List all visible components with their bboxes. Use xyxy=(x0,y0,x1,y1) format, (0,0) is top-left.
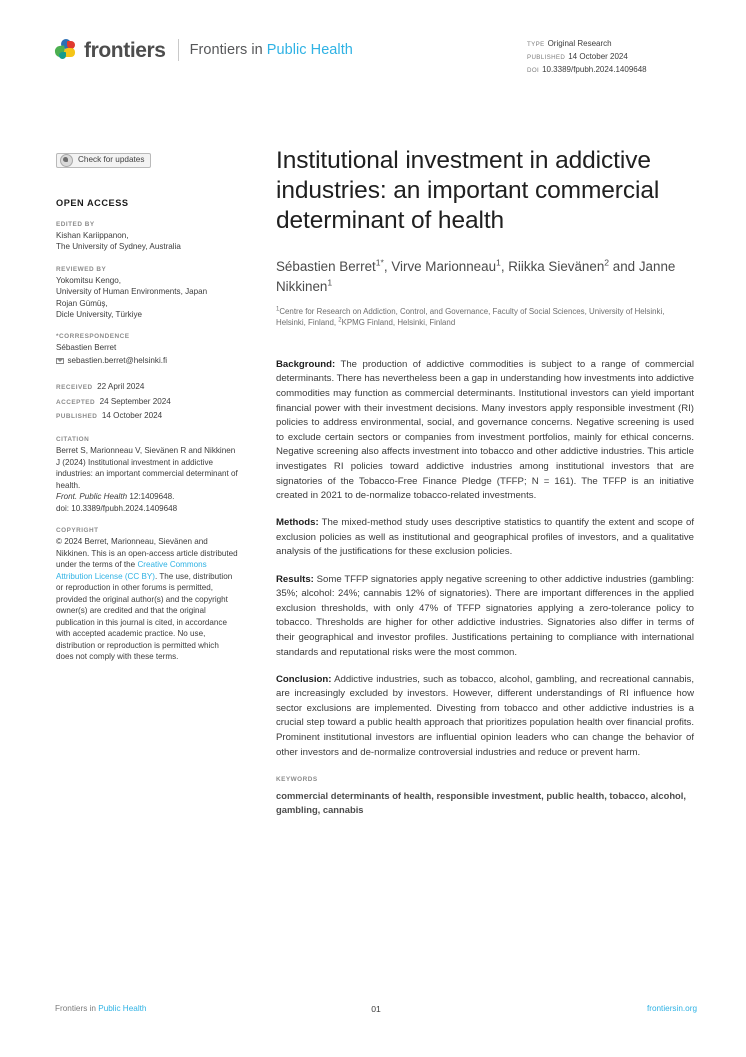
edited-by-label: EDITED BY xyxy=(56,221,95,228)
pubmeta-value: Original Research xyxy=(547,39,612,48)
citation-text: Berret S, Marionneau V, Sievänen R and Nikkinen J (2024) Institutional investment in addictive industries: an important commercial determinant of health. xyxy=(56,446,238,490)
reviewer-affiliation: Dicle University, Türkiye xyxy=(56,310,143,320)
footer-journal xyxy=(55,1004,146,1013)
author-affiliation-marker: 2 xyxy=(604,257,610,268)
published-label: PUBLISHED xyxy=(56,413,98,421)
crossmark-icon xyxy=(60,154,73,167)
frontiers-flower-logo-icon xyxy=(55,39,77,61)
reviewer-name: Yokomitsu Kengo, xyxy=(56,275,121,285)
author-separator: and xyxy=(609,259,636,274)
citation-journal: Front. Public Health xyxy=(56,492,128,502)
citation-volume: 12:1409648. xyxy=(127,492,175,502)
pubmeta-key: PUBLISHED xyxy=(527,53,566,61)
pubmeta-row xyxy=(527,51,697,64)
pubmeta-row xyxy=(527,38,697,51)
correspondence-label: *CORRESPONDENCE xyxy=(56,333,130,341)
copyright-body xyxy=(56,536,238,663)
copyright-part2: . The use, distribution or reproduction in other forums is permitted, provided the original author(s) and the copyright owner(s) are credited and that the original publication in this journal is cited, in accordance with accepted academic practice. No use, distribution or reproduction is permitted which does not comply with these terms. xyxy=(56,571,233,662)
copyright-part1: © 2024 Berret, Marionneau, Sievänen and Nikkinen. This is an open-access article distributed under the terms of the xyxy=(56,537,238,570)
published-value: 14 October 2024 xyxy=(101,411,163,421)
copyright-label: COPYRIGHT xyxy=(56,527,99,535)
journal-name-prefix: Frontiers in xyxy=(189,41,267,58)
correspondence-name: Sébastien Berret xyxy=(56,343,117,353)
abstract-section-body: Addictive industries, such as tobacco, alcohol, gambling, and recreational cannabis, are increasingly excluded by investors. However, different understandings of RI influence how sector exclusions are implemented. Divesting from tobacco and other addictive industries is a crucial step toward a public health approach that prioritizes population health over financial profits. Prominent institutional investors are influential opinion leaders who can change the behavior of other investors and de-normalize controversial industries and reduce or prevent harm. xyxy=(276,673,694,758)
masthead-divider xyxy=(178,39,179,61)
editor-name: Kishan Kariippanon, xyxy=(56,231,129,240)
author-affiliation-marker: 1 xyxy=(496,257,501,268)
pubmeta-key: DOI xyxy=(527,66,540,74)
publication-metadata xyxy=(527,38,697,76)
published-date-row xyxy=(56,408,238,423)
reviewer-name: Rojan Gümüş, xyxy=(56,298,108,308)
abstract-section-methods xyxy=(276,516,694,560)
journal-name xyxy=(190,43,353,58)
cc-license-link[interactable]: Creative Commons Attribution License (CC BY) xyxy=(56,560,207,581)
correspondence-email: sebastien.berret@helsinki.fi xyxy=(67,355,168,365)
abstract-section-heading: Background: xyxy=(276,358,336,370)
accepted-date-row xyxy=(56,394,238,409)
abstract-section-body: The mixed-method study uses descriptive statistics to quantify the extent and scope of exclusion policies as well as institutional and geographical profiles of investors, and a qualitative analysis of the justifications for these exclusion policies. xyxy=(276,517,694,558)
editor-affiliation: The University of Sydney, Australia xyxy=(56,242,181,252)
footer-website-link[interactable]: frontiersin.org xyxy=(646,1004,697,1013)
abstract-section-conclusion xyxy=(276,673,694,761)
reviewed-by-label: REVIEWED BY xyxy=(56,265,107,273)
keywords-label: KEYWORDS xyxy=(276,776,318,784)
masthead xyxy=(55,36,353,64)
abstract-section-body: Some TFFP signatories apply negative screening to other addictive industries (gambling: 35%; alcohol: 24%; cannabis 12% of signatories). There are important differences in the applied exclusion thresholds, with only 47% of TFFP signatories applying a zero-tolerance policy to tobacco. Thresholds are higher for other addictive industries. Signatories also differ in terms of their geographical and investor profiles. Justifications pertaining to compliance with international standards and reputational risks were the most common. xyxy=(276,573,694,658)
journal-name-accent: Public Health xyxy=(266,41,353,58)
page-footer xyxy=(55,1004,697,1013)
reviewed-by-block xyxy=(56,266,238,321)
open-access-label: OPEN ACCESS xyxy=(56,198,129,208)
citation-body xyxy=(56,445,238,491)
affiliations xyxy=(276,306,694,329)
affiliation-text: KPMG Finland, Helsinki, Finland xyxy=(341,318,456,328)
keywords-block xyxy=(276,776,694,817)
envelope-icon xyxy=(56,358,64,364)
citation-journal-line xyxy=(56,491,238,503)
abstract-section-heading: Results: xyxy=(276,573,314,585)
pubmeta-key: TYPE xyxy=(527,41,545,48)
author-affiliation-marker: 1* xyxy=(375,257,384,268)
check-for-updates-label: Check for updates xyxy=(78,155,145,165)
footer-journal-accent: Public Health xyxy=(98,1004,147,1013)
page-number: 01 xyxy=(371,1003,381,1014)
abstract-section-results xyxy=(276,573,694,661)
author-separator: , Virve Marionneau xyxy=(383,259,497,274)
check-for-updates-button[interactable] xyxy=(56,153,151,168)
citation-label: CITATION xyxy=(56,436,90,444)
author-affiliation-marker: 1 xyxy=(327,277,333,288)
citation-doi: doi: 10.3389/fpubh.2024.1409648 xyxy=(56,503,178,513)
article-main xyxy=(276,146,694,817)
affiliation-marker: 1 xyxy=(276,306,280,313)
abstract xyxy=(276,358,694,760)
received-value: 22 April 2024 xyxy=(97,382,145,392)
author-name: Sébastien Berret xyxy=(276,259,376,274)
affiliation-marker: 2 xyxy=(338,317,342,324)
frontiers-wordmark: frontiers xyxy=(84,38,166,62)
abstract-section-heading: Conclusion: xyxy=(276,673,332,685)
citation-block xyxy=(56,436,238,514)
page-title: Institutional investment in addictive industries: an important commercial determinant of health xyxy=(276,147,660,234)
edited-by-block xyxy=(56,221,238,253)
author-list xyxy=(276,257,694,296)
copyright-block xyxy=(56,527,238,663)
keywords-list: commercial determinants of health, responsible investment, public health, tobacco, alcohol, gambling, cannabis xyxy=(276,790,686,816)
accepted-value: 24 September 2024 xyxy=(99,396,171,406)
author-separator: , Riikka Sievänen xyxy=(500,259,605,274)
author-name: Janne Nikkinen xyxy=(276,259,676,294)
article-sidebar xyxy=(56,153,238,663)
footer-journal-prefix: Frontiers in xyxy=(55,1004,99,1013)
dates-block xyxy=(56,379,238,423)
abstract-section-heading: Methods: xyxy=(276,517,319,529)
affiliation-text: Centre for Research on Addiction, Control, and Governance, Faculty of Social Sciences, University of Helsinki, Helsinki, Finland, xyxy=(276,307,665,328)
pubmeta-value: 10.3389/fpubh.2024.1409648 xyxy=(542,64,647,74)
pubmeta-row xyxy=(527,64,697,77)
accepted-label: ACCEPTED xyxy=(56,398,96,406)
received-date-row xyxy=(56,379,238,394)
pubmeta-value: 14 October 2024 xyxy=(568,51,628,61)
correspondence-email-row[interactable] xyxy=(56,355,238,366)
reviewer-affiliation: University of Human Environments, Japan xyxy=(56,287,208,297)
correspondence-block xyxy=(56,333,238,366)
abstract-section-body: The production of addictive commodities is subject to a range of commercial determinants. There has nevertheless been a gap in understanding how investments into addictive commodities may function as commercial determinants. Institutional investors can yield important financial power with their investment decisions. Many investors apply responsible investment (RI) policies to address environmental, social, and governance concerns. Negative screening is used to exclude certain sectors or companies from investment portfolios, mainly for ethical concerns. Negative screening also affects investment into tobacco and other addictive industries. This article investigates RI policies toward addictive industries among institutional investors that are signatories of the Tobacco-Free Finance Pledge (TFFP; N = 161). The TFFP is an initiative created in 2021 to de-normalize tobacco-related investments. xyxy=(276,358,694,502)
received-label: RECEIVED xyxy=(56,384,93,392)
abstract-section-background xyxy=(276,358,694,504)
